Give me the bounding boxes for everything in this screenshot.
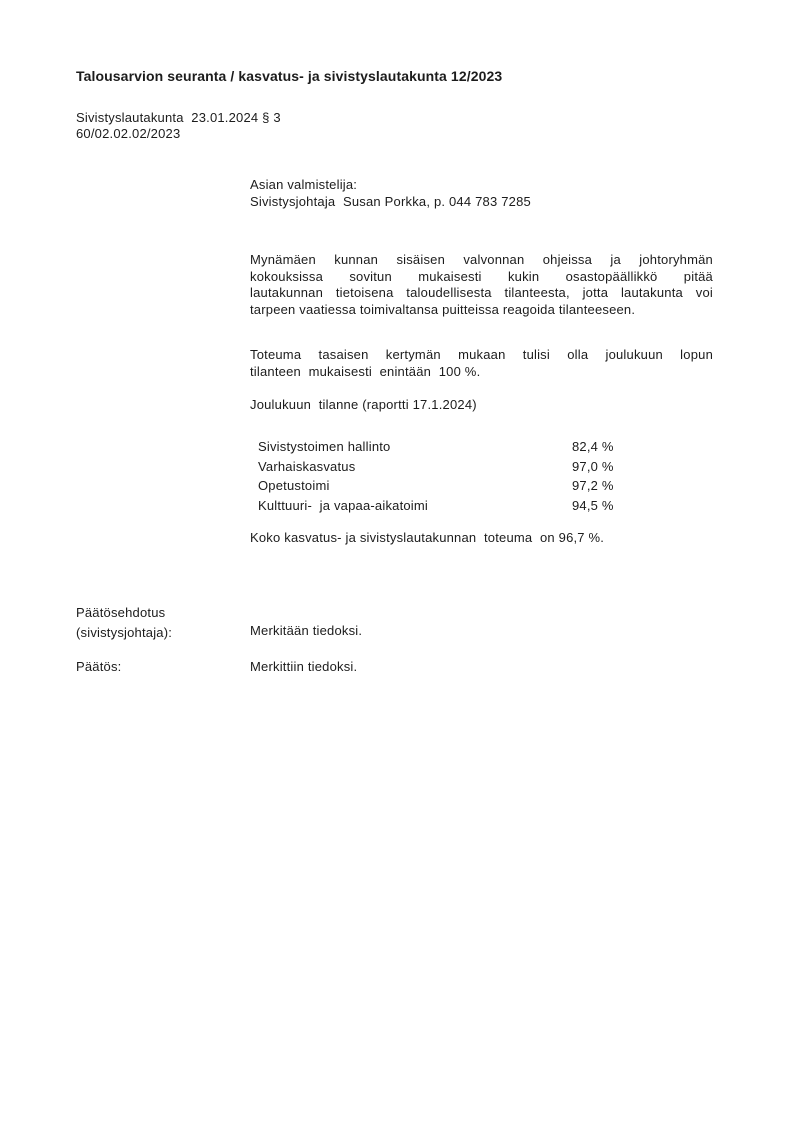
table-row-value: 97,2 % <box>572 478 614 493</box>
decision-proposal-label-line2: (sivistysjohtaja): <box>76 625 173 640</box>
body-paragraph-2 <box>250 346 713 380</box>
preparer-value: Sivistysjohtaja Susan Porkka, p. 044 783 7285 <box>250 194 531 209</box>
document-title: Talousarvion seuranta / kasvatus- ja sivistyslautakunta 12/2023 <box>76 68 503 84</box>
table-row <box>258 496 658 516</box>
paragraph-line: tarpeen vaatiessa toimivaltansa puitteissa reagoida tilanteeseen. <box>250 301 636 317</box>
table-row-value: 97,0 % <box>572 458 614 474</box>
decision-label: Päätös: <box>76 659 122 674</box>
decision-proposal-label <box>76 603 172 643</box>
table-row-label: Sivistystoimen hallinto <box>258 439 391 454</box>
table-row-value: 82,4 % <box>572 439 614 454</box>
decision-proposal-label-line1: Päätösehdotus <box>76 605 166 620</box>
board-date-line: Sivistyslautakunta 23.01.2024 § 3 <box>76 110 281 125</box>
body-paragraph-1 <box>250 252 713 318</box>
preparer-label: Asian valmistelija: <box>250 177 358 192</box>
status-table <box>258 437 658 515</box>
table-row-label: Opetustoimi <box>258 478 330 493</box>
decision-proposal-text: Merkitään tiedoksi. <box>250 623 363 638</box>
paragraph-line: Mynämäen kunnan sisäisen valvonnan ohjeissa ja johtoryhmän <box>250 252 713 267</box>
table-row-label: Varhaiskasvatus <box>258 458 356 474</box>
paragraph-line: tilanteen mukaisesti enintään 100 %. <box>250 364 481 379</box>
table-row-label: Kulttuuri- ja vapaa-aikatoimi <box>258 497 429 513</box>
table-row <box>258 457 658 477</box>
table-row <box>258 437 658 457</box>
table-row <box>258 476 658 496</box>
summary-line: Koko kasvatus- ja sivistyslautakunnan toteuma on 96,7 %. <box>250 530 605 545</box>
paragraph-line: kokouksissa sovitun mukaisesti kukin osastopäällikkö pitää <box>250 268 713 284</box>
decision-text: Merkittiin tiedoksi. <box>250 659 358 674</box>
diary-number: 60/02.02.02/2023 <box>76 126 181 141</box>
preparer-block <box>250 176 531 210</box>
meeting-meta <box>76 110 281 142</box>
paragraph-line: lautakunnan tietoisena taloudellisesta tilanteesta, jotta lautakunta voi <box>250 285 713 300</box>
table-row-value: 94,5 % <box>572 497 614 513</box>
status-heading: Joulukuun tilanne (raportti 17.1.2024) <box>250 397 477 412</box>
paragraph-line: Toteuma tasaisen kertymän mukaan tulisi olla joulukuun lopun <box>250 347 713 362</box>
